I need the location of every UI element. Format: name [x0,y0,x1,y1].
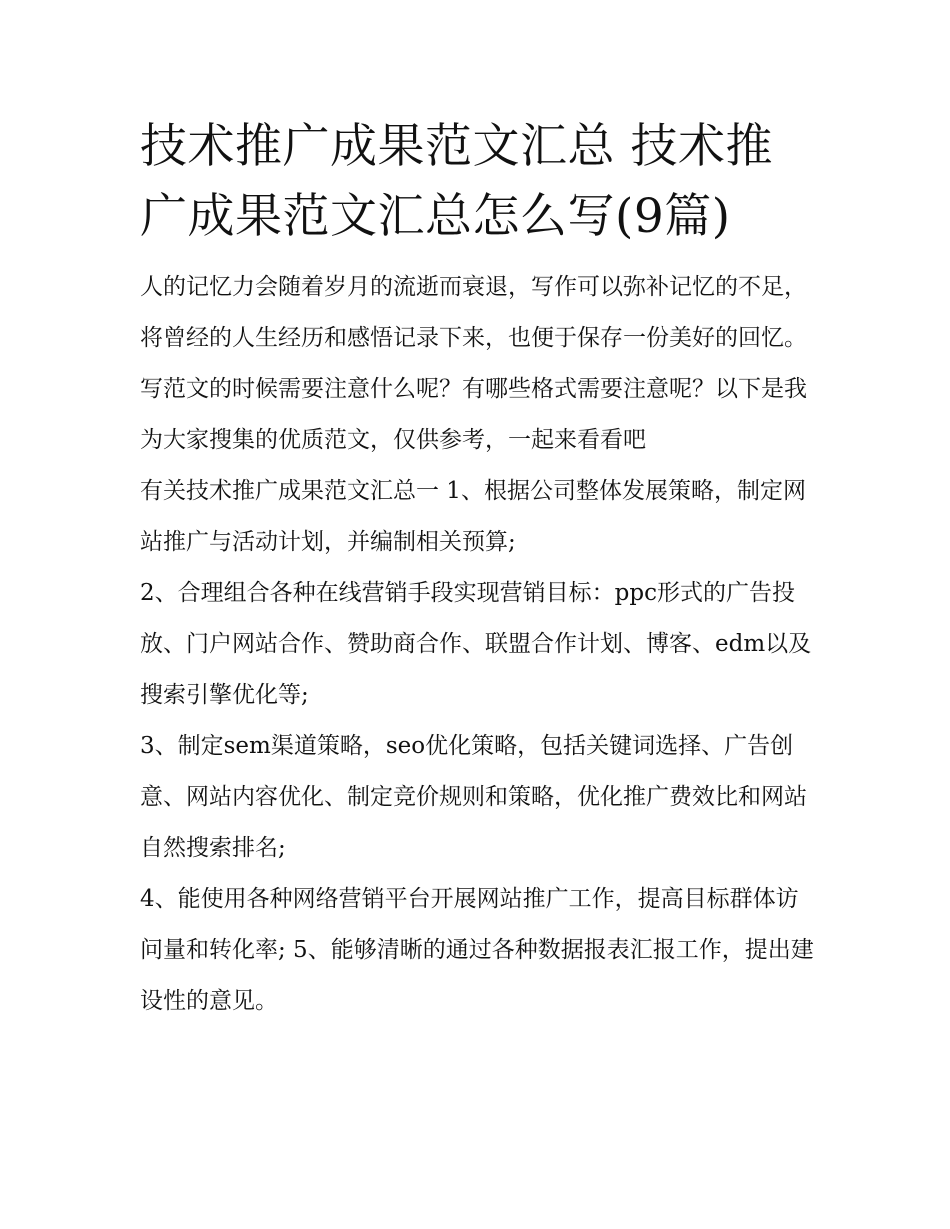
document-body [140,112,816,1027]
paragraph-item-3: 3、制定sem渠道策略，seo优化策略，包括关键词选择、广告创意、网站内容优化、制定竞价规则和策略，优化推广费效比和网站自然搜索排名; [140,733,807,861]
paragraph-item-1: 有关技术推广成果范文汇总一 1、根据公司整体发展策略，制定网站推广与活动计划，并编制相关预算; [140,478,806,555]
intro-paragraph: 人的记忆力会随着岁月的流逝而衰退，写作可以弥补记忆的不足，将曾经的人生经历和感悟记录下来，也便于保存一份美好的回忆。写范文的时候需要注意什么呢？有哪些格式需要注意呢？以下是我为大家搜集的优质范文，仅供参考，一起来看看吧 [140,274,807,453]
document-title: 技术推广成果范文汇总 技术推广成果范文汇总怎么写(9篇) [140,119,773,244]
paragraph-item-4: 4、能使用各种网络营销平台开展网站推广工作，提高目标群体访问量和转化率; 5、能够清晰的通过各种数据报表汇报工作，提出建设性的意见。 [140,886,814,1014]
paragraph-item-2: 2、合理组合各种在线营销手段实现营销目标：ppc形式的广告投放、门户网站合作、赞助商合作、联盟合作计划、博客、edm以及搜索引擎优化等; [140,580,812,708]
